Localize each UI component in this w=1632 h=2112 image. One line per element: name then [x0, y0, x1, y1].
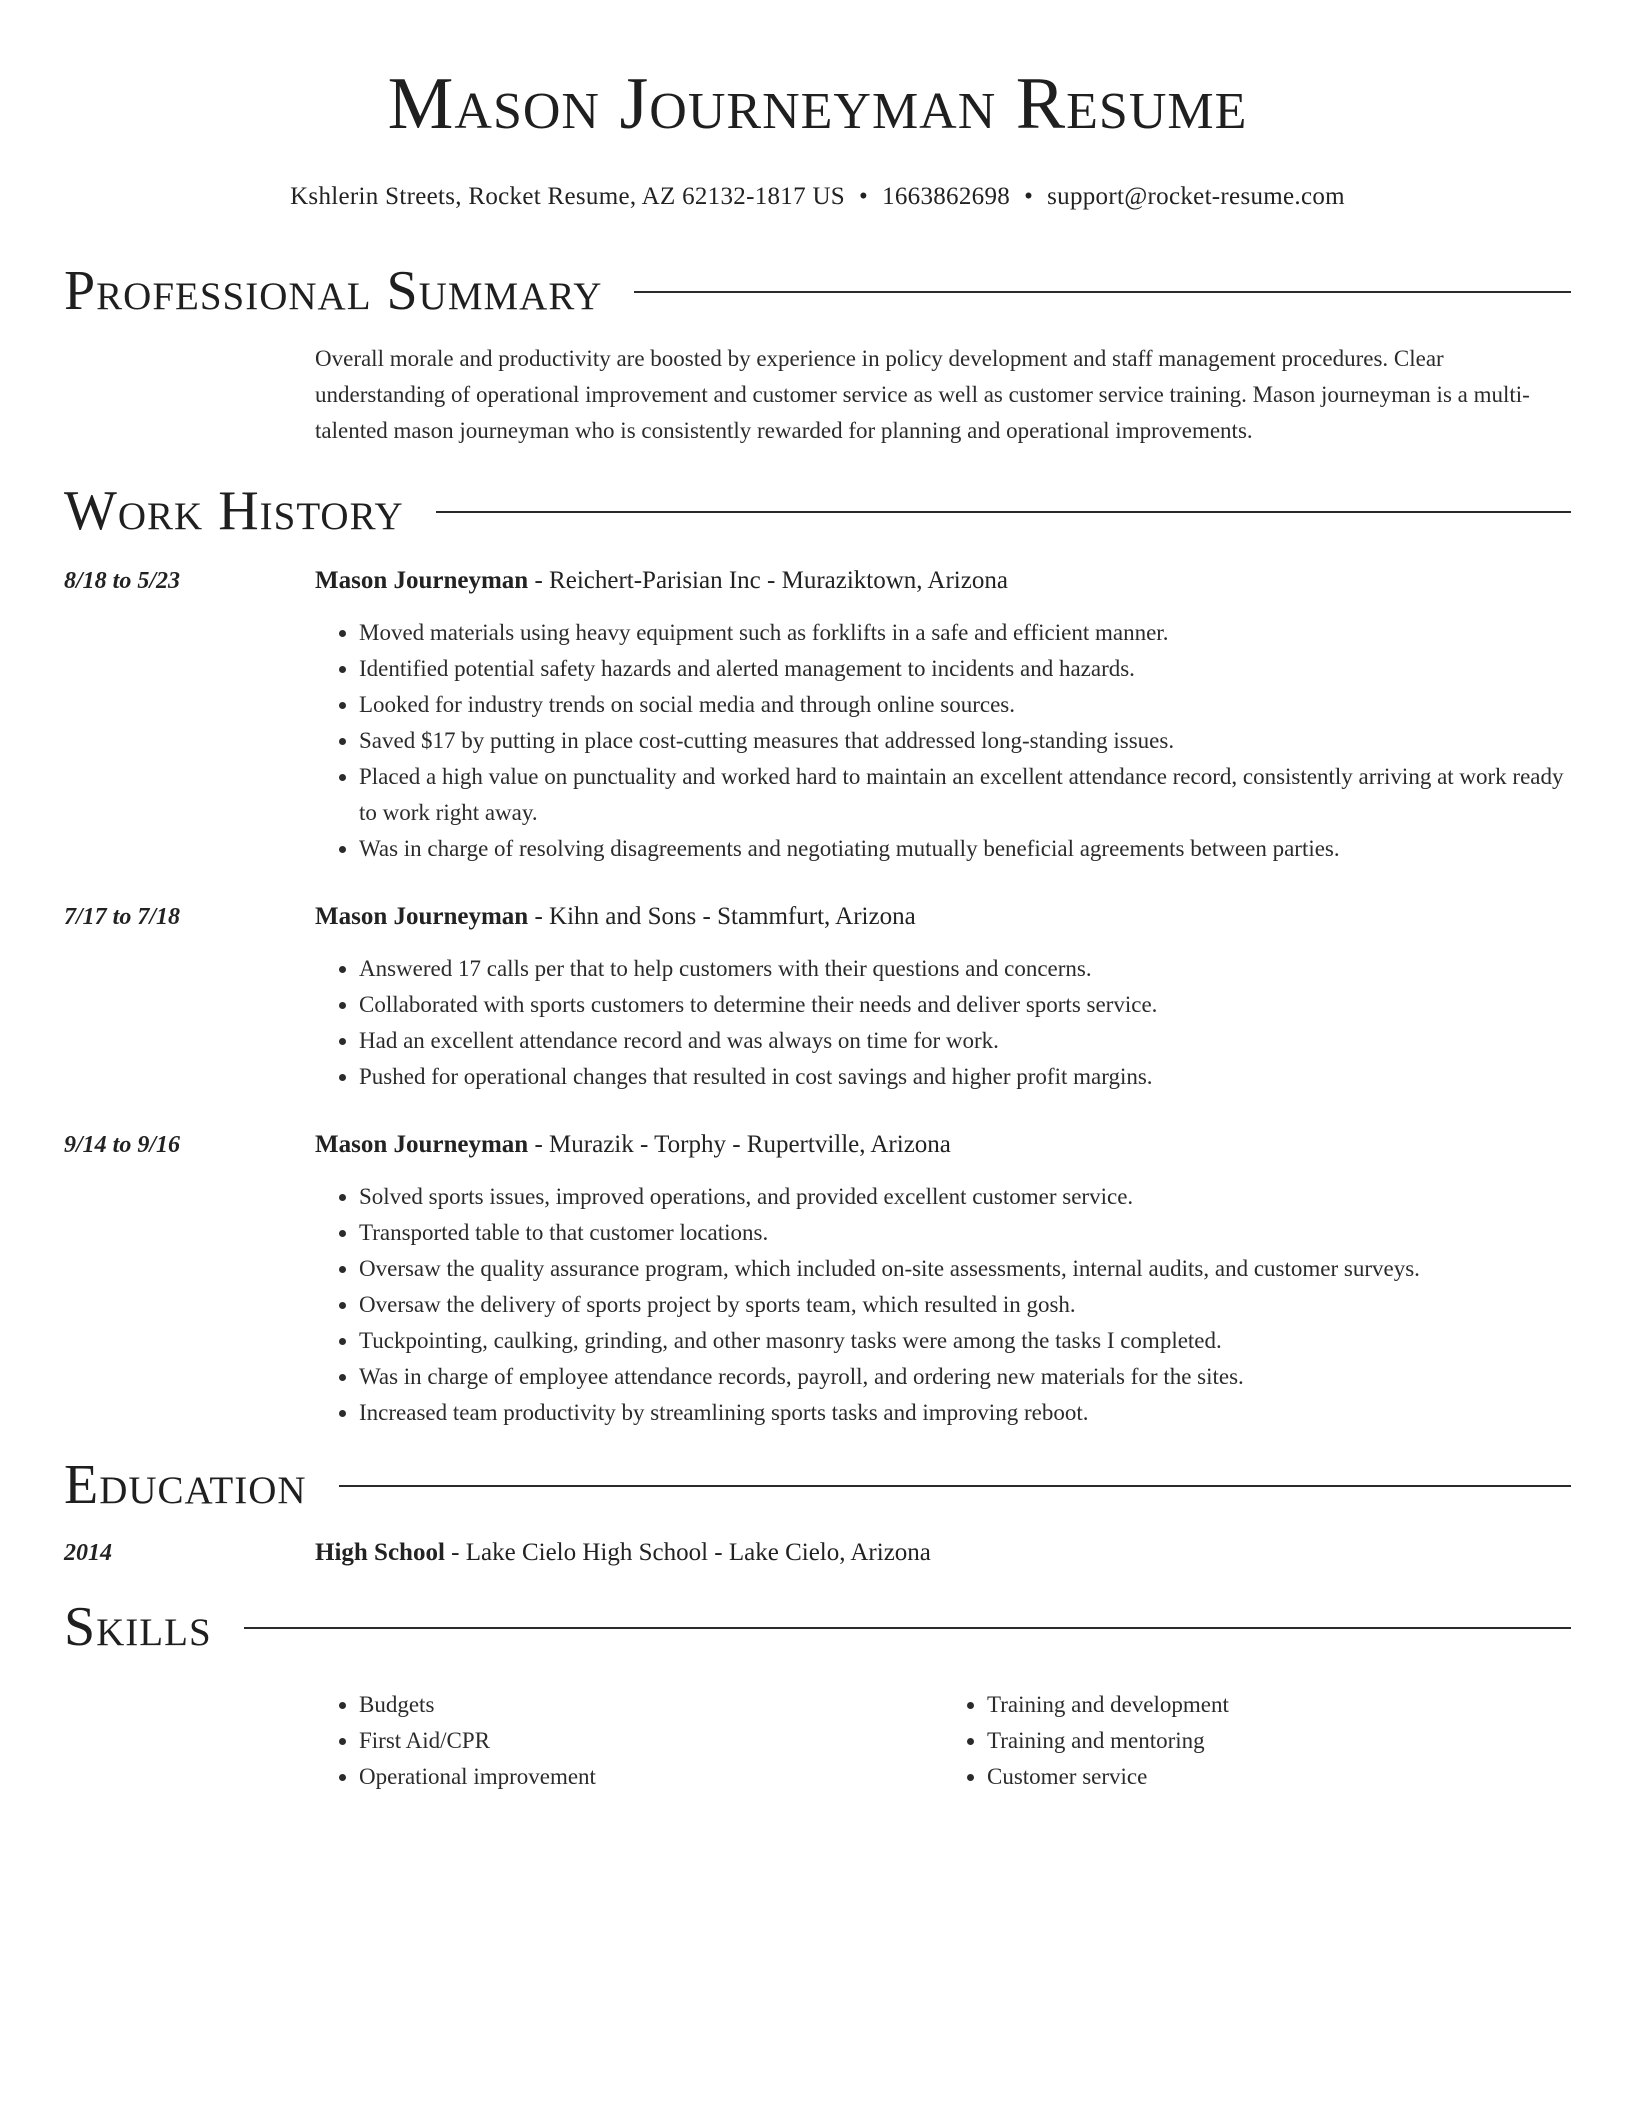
section-header-skills [64, 1595, 1571, 1659]
contact-address: Kshlerin Streets, Rocket Resume, AZ 62132-1817 US [290, 183, 845, 210]
section-title-education: Education [64, 1454, 307, 1516]
contact-separator: • [1024, 183, 1034, 210]
education-title-line [315, 1537, 1571, 1569]
job-details: - Reichert-Parisian Inc - Muraziktown, Arizona [528, 567, 1008, 594]
section-divider [244, 1627, 1571, 1629]
education-degree: High School [315, 1539, 445, 1566]
job-entry [64, 901, 1571, 1095]
education-details: - Lake Cielo High School - Lake Cielo, Arizona [444, 1539, 931, 1566]
job-bullets [315, 1179, 1571, 1431]
skill-item: • First Aid/CPR [359, 1723, 943, 1759]
job-bullet: • Solved sports issues, improved operations, and provided excellent customer service. [359, 1179, 1571, 1215]
skill-item: • Training and development [987, 1687, 1571, 1723]
skills-grid [315, 1687, 1571, 1795]
job-bullet: • Answered 17 calls per that to help customers with their questions and concerns. [359, 951, 1571, 987]
section-header-education [64, 1453, 1571, 1517]
section-divider [436, 511, 1571, 513]
job-details: - Kihn and Sons - Stammfurt, Arizona [528, 903, 916, 930]
education-entry [64, 1537, 1571, 1569]
job-title-line [315, 565, 1571, 597]
job-bullets [315, 951, 1571, 1095]
job-bullet: • Oversaw the quality assurance program, which included on-site assessments, internal audits, and customer surveys. [359, 1251, 1571, 1287]
job-bullet: • Pushed for operational changes that resulted in cost savings and higher profit margins. [359, 1059, 1571, 1095]
job-entry [64, 565, 1571, 867]
contact-line [64, 181, 1571, 213]
section-title-skills: Skills [64, 1596, 212, 1658]
section-header-summary [64, 259, 1571, 323]
job-bullet: • Collaborated with sports customers to determine their needs and deliver sports service. [359, 987, 1571, 1023]
job-dates: 8/18 to 5/23 [64, 568, 181, 594]
job-bullet: • Was in charge of employee attendance records, payroll, and ordering new materials for the sites. [359, 1359, 1571, 1395]
education-year: 2014 [64, 1540, 112, 1566]
job-title: Mason Journeyman [315, 903, 529, 930]
job-bullets [315, 615, 1571, 867]
job-title-line [315, 901, 1571, 933]
job-title: Mason Journeyman [315, 1131, 529, 1158]
job-title: Mason Journeyman [315, 567, 529, 594]
contact-phone: 1663862698 [882, 183, 1011, 210]
section-header-work [64, 479, 1571, 543]
job-bullet: • Identified potential safety hazards and alerted management to incidents and hazards. [359, 651, 1571, 687]
contact-separator: • [859, 183, 869, 210]
section-divider [634, 291, 1571, 293]
skill-item: • Budgets [359, 1687, 943, 1723]
skill-item: • Customer service [987, 1759, 1571, 1795]
job-details: - Murazik - Torphy - Rupertville, Arizona [528, 1131, 951, 1158]
contact-email: support@rocket-resume.com [1047, 183, 1345, 210]
skills-column-right [943, 1687, 1571, 1795]
job-bullet: • Placed a high value on punctuality and worked hard to maintain an excellent attendance record, consistently arriving at work ready to work right away. [359, 759, 1571, 831]
skills-column-left [315, 1687, 943, 1795]
job-bullet: • Transported table to that customer locations. [359, 1215, 1571, 1251]
resume-title: Mason Journeyman Resume [387, 63, 1248, 145]
section-divider [339, 1485, 1571, 1487]
job-bullet: • Saved $17 by putting in place cost-cutting measures that addressed long-standing issues. [359, 723, 1571, 759]
section-title-work: Work History [64, 480, 404, 542]
job-entry [64, 1129, 1571, 1431]
job-bullet: • Moved materials using heavy equipment such as forklifts in a safe and efficient manner. [359, 615, 1571, 651]
job-title-line [315, 1129, 1571, 1161]
summary-text: Overall morale and productivity are boosted by experience in policy development and staff management procedures. Clear understanding of operational improvement and customer service as well as customer service training. Mason journeyman is a multi-talented mason journeyman who is consistently rewarded for planning and operational improvements. [315, 346, 1530, 443]
job-bullet: • Was in charge of resolving disagreements and negotiating mutually beneficial agreements between parties. [359, 831, 1571, 867]
job-dates: 7/17 to 7/18 [64, 904, 181, 930]
work-history-list [64, 565, 1571, 1431]
section-title-summary: Professional Summary [64, 260, 603, 322]
job-bullet: • Looked for industry trends on social media and through online sources. [359, 687, 1571, 723]
job-dates: 9/14 to 9/16 [64, 1132, 181, 1158]
skill-item: • Training and mentoring [987, 1723, 1571, 1759]
job-bullet: • Tuckpointing, caulking, grinding, and other masonry tasks were among the tasks I completed. [359, 1323, 1571, 1359]
job-bullet: • Had an excellent attendance record and was always on time for work. [359, 1023, 1571, 1059]
job-bullet: • Oversaw the delivery of sports project by sports team, which resulted in gosh. [359, 1287, 1571, 1323]
job-bullet: • Increased team productivity by streamlining sports tasks and improving reboot. [359, 1395, 1571, 1431]
skill-item: • Operational improvement [359, 1759, 943, 1795]
